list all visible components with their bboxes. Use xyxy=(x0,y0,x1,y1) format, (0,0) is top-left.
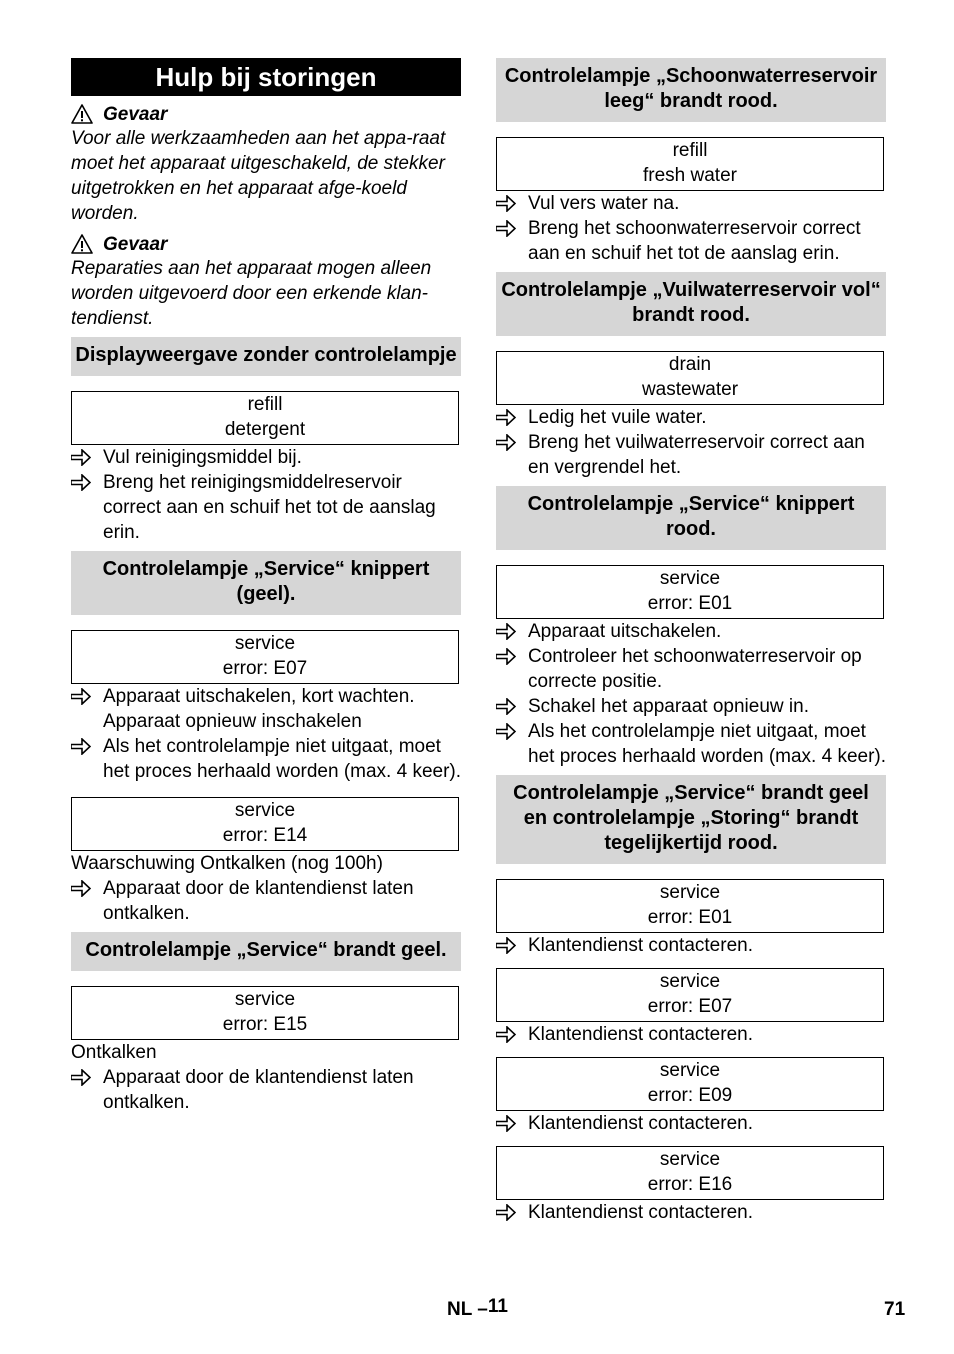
footer-lang: NL xyxy=(447,1299,472,1320)
footer-section-page: 11 xyxy=(487,1296,508,1317)
display-line: refill xyxy=(247,394,283,415)
display-line: drain xyxy=(668,354,712,375)
step-list xyxy=(71,684,461,784)
arrow-right-icon xyxy=(496,937,516,954)
list-item: Controleer het schoonwaterreservoir op correcte positie. xyxy=(496,644,886,694)
page-number: 71 xyxy=(884,1299,906,1320)
step-list xyxy=(496,933,886,958)
footer-separator: – xyxy=(477,1299,488,1320)
arrow-right-icon xyxy=(496,1204,516,1221)
display-message-box xyxy=(496,137,884,191)
display-line: refill xyxy=(672,140,708,161)
list-item: Schakel het apparaat opnieuw in. xyxy=(496,694,886,719)
step-list xyxy=(71,1065,461,1115)
display-line: error: E09 xyxy=(647,1085,733,1106)
display-line: error: E07 xyxy=(647,996,733,1017)
list-item: Ledig het vuile water. xyxy=(496,405,886,430)
list-item: Apparaat uitschakelen. xyxy=(496,619,886,644)
section-heading: Controlelampje „Vuilwaterreservoir vol“ brandt rood. xyxy=(496,272,886,336)
left-column xyxy=(71,58,461,1115)
arrow-right-icon xyxy=(496,434,516,451)
display-line: service xyxy=(659,971,721,992)
display-message-box xyxy=(71,630,459,684)
display-message-box xyxy=(71,986,459,1040)
list-item: Vul reinigingsmiddel bij. xyxy=(71,445,461,470)
arrow-right-icon xyxy=(496,698,516,715)
display-message-box xyxy=(496,1057,884,1111)
arrow-right-icon xyxy=(71,880,91,897)
arrow-right-icon xyxy=(496,1115,516,1132)
arrow-right-icon xyxy=(71,738,91,755)
display-line: service xyxy=(234,800,296,821)
display-message-box xyxy=(496,1146,884,1200)
display-line: service xyxy=(234,989,296,1010)
warning-triangle-icon xyxy=(71,234,93,254)
display-message-box xyxy=(496,565,884,619)
display-line: service xyxy=(659,1060,721,1081)
arrow-right-icon xyxy=(496,220,516,237)
warning-triangle-icon xyxy=(71,104,93,124)
list-item: Als het controlelampje niet uitgaat, moet het proces herhaald worden (max. 4 keer). xyxy=(496,719,886,769)
page-title: Hulp bij storingen xyxy=(71,58,461,96)
warning-text: Reparaties aan het apparaat mogen alleen worden uitgevoerd door een erkende klan-tendienst. xyxy=(71,258,432,329)
section-heading: Controlelampje „Schoonwaterreservoir leeg“ brandt rood. xyxy=(496,58,886,122)
step-list xyxy=(496,619,886,769)
arrow-right-icon xyxy=(496,409,516,426)
display-message-box xyxy=(496,879,884,933)
list-item: Klantendienst contacteren. xyxy=(496,1022,886,1047)
footer-section-label xyxy=(447,1297,508,1322)
arrow-right-icon xyxy=(71,688,91,705)
arrow-right-icon xyxy=(71,474,91,491)
note-text: Waarschuwing Ontkalken (nog 100h) xyxy=(71,853,383,874)
section-heading: Controlelampje „Service“ brandt geel en controlelampje „Storing“ brandt tegelijkertijd rood. xyxy=(496,775,886,864)
arrow-right-icon xyxy=(496,1026,516,1043)
warning-label: Gevaar xyxy=(103,103,168,125)
warning-text: Voor alle werkzaamheden aan het appa-raat moet het apparaat uitgeschakeld, de stekker uitgetrokken en het apparaat afge-koeld worden. xyxy=(71,128,446,224)
section-heading: Controlelampje „Service“ knippert (geel). xyxy=(71,551,461,615)
step-list xyxy=(496,405,886,480)
step-list xyxy=(71,445,461,545)
arrow-right-icon xyxy=(496,723,516,740)
step-list xyxy=(496,1111,886,1136)
display-message-box xyxy=(71,391,459,445)
arrow-right-icon xyxy=(496,623,516,640)
list-item: Klantendienst contacteren. xyxy=(496,1200,886,1225)
display-line: error: E07 xyxy=(222,658,308,679)
display-line: error: E14 xyxy=(222,825,308,846)
section-heading: Controlelampje „Service“ brandt geel. xyxy=(71,932,461,971)
display-line: wastewater xyxy=(641,379,739,400)
display-line: error: E15 xyxy=(222,1014,308,1035)
display-message-box xyxy=(71,797,459,851)
list-item: Apparaat door de klantendienst laten ontkalken. xyxy=(71,876,461,926)
list-item: Breng het reinigingsmiddelreservoir correct aan en schuif het tot de aanslag erin. xyxy=(71,470,461,545)
display-line: service xyxy=(659,1149,721,1170)
display-message-box xyxy=(496,968,884,1022)
display-line: detergent xyxy=(224,419,306,440)
list-item: Apparaat uitschakelen, kort wachten. Apparaat opnieuw inschakelen xyxy=(71,684,461,734)
right-column xyxy=(496,58,886,1225)
arrow-right-icon xyxy=(71,449,91,466)
step-list xyxy=(496,1022,886,1047)
list-item: Klantendienst contacteren. xyxy=(496,1111,886,1136)
step-list xyxy=(71,876,461,926)
list-item: Apparaat door de klantendienst laten ontkalken. xyxy=(71,1065,461,1115)
warning-heading xyxy=(71,232,461,256)
display-line: error: E01 xyxy=(647,907,733,928)
list-item: Breng het vuilwaterreservoir correct aan en vergrendel het. xyxy=(496,430,886,480)
display-line: service xyxy=(659,882,721,903)
step-list xyxy=(496,1200,886,1225)
warning-heading xyxy=(71,102,461,126)
display-line: error: E01 xyxy=(647,593,733,614)
arrow-right-icon xyxy=(496,195,516,212)
display-line: service xyxy=(659,568,721,589)
arrow-right-icon xyxy=(496,648,516,665)
list-item: Vul vers water na. xyxy=(496,191,886,216)
list-item: Breng het schoonwaterreservoir correct aan en schuif het tot de aanslag erin. xyxy=(496,216,886,266)
arrow-right-icon xyxy=(71,1069,91,1086)
step-list xyxy=(496,191,886,266)
list-item: Als het controlelampje niet uitgaat, moet het proces herhaald worden (max. 4 keer). xyxy=(71,734,461,784)
note-text: Ontkalken xyxy=(71,1042,157,1063)
section-heading: Controlelampje „Service“ knippert rood. xyxy=(496,486,886,550)
display-message-box xyxy=(496,351,884,405)
section-heading: Displayweergave zonder controlelampje xyxy=(71,337,461,376)
display-line: service xyxy=(234,633,296,654)
display-line: fresh water xyxy=(643,165,737,186)
warning-label: Gevaar xyxy=(103,233,168,255)
display-line: error: E16 xyxy=(647,1174,733,1195)
list-item: Klantendienst contacteren. xyxy=(496,933,886,958)
